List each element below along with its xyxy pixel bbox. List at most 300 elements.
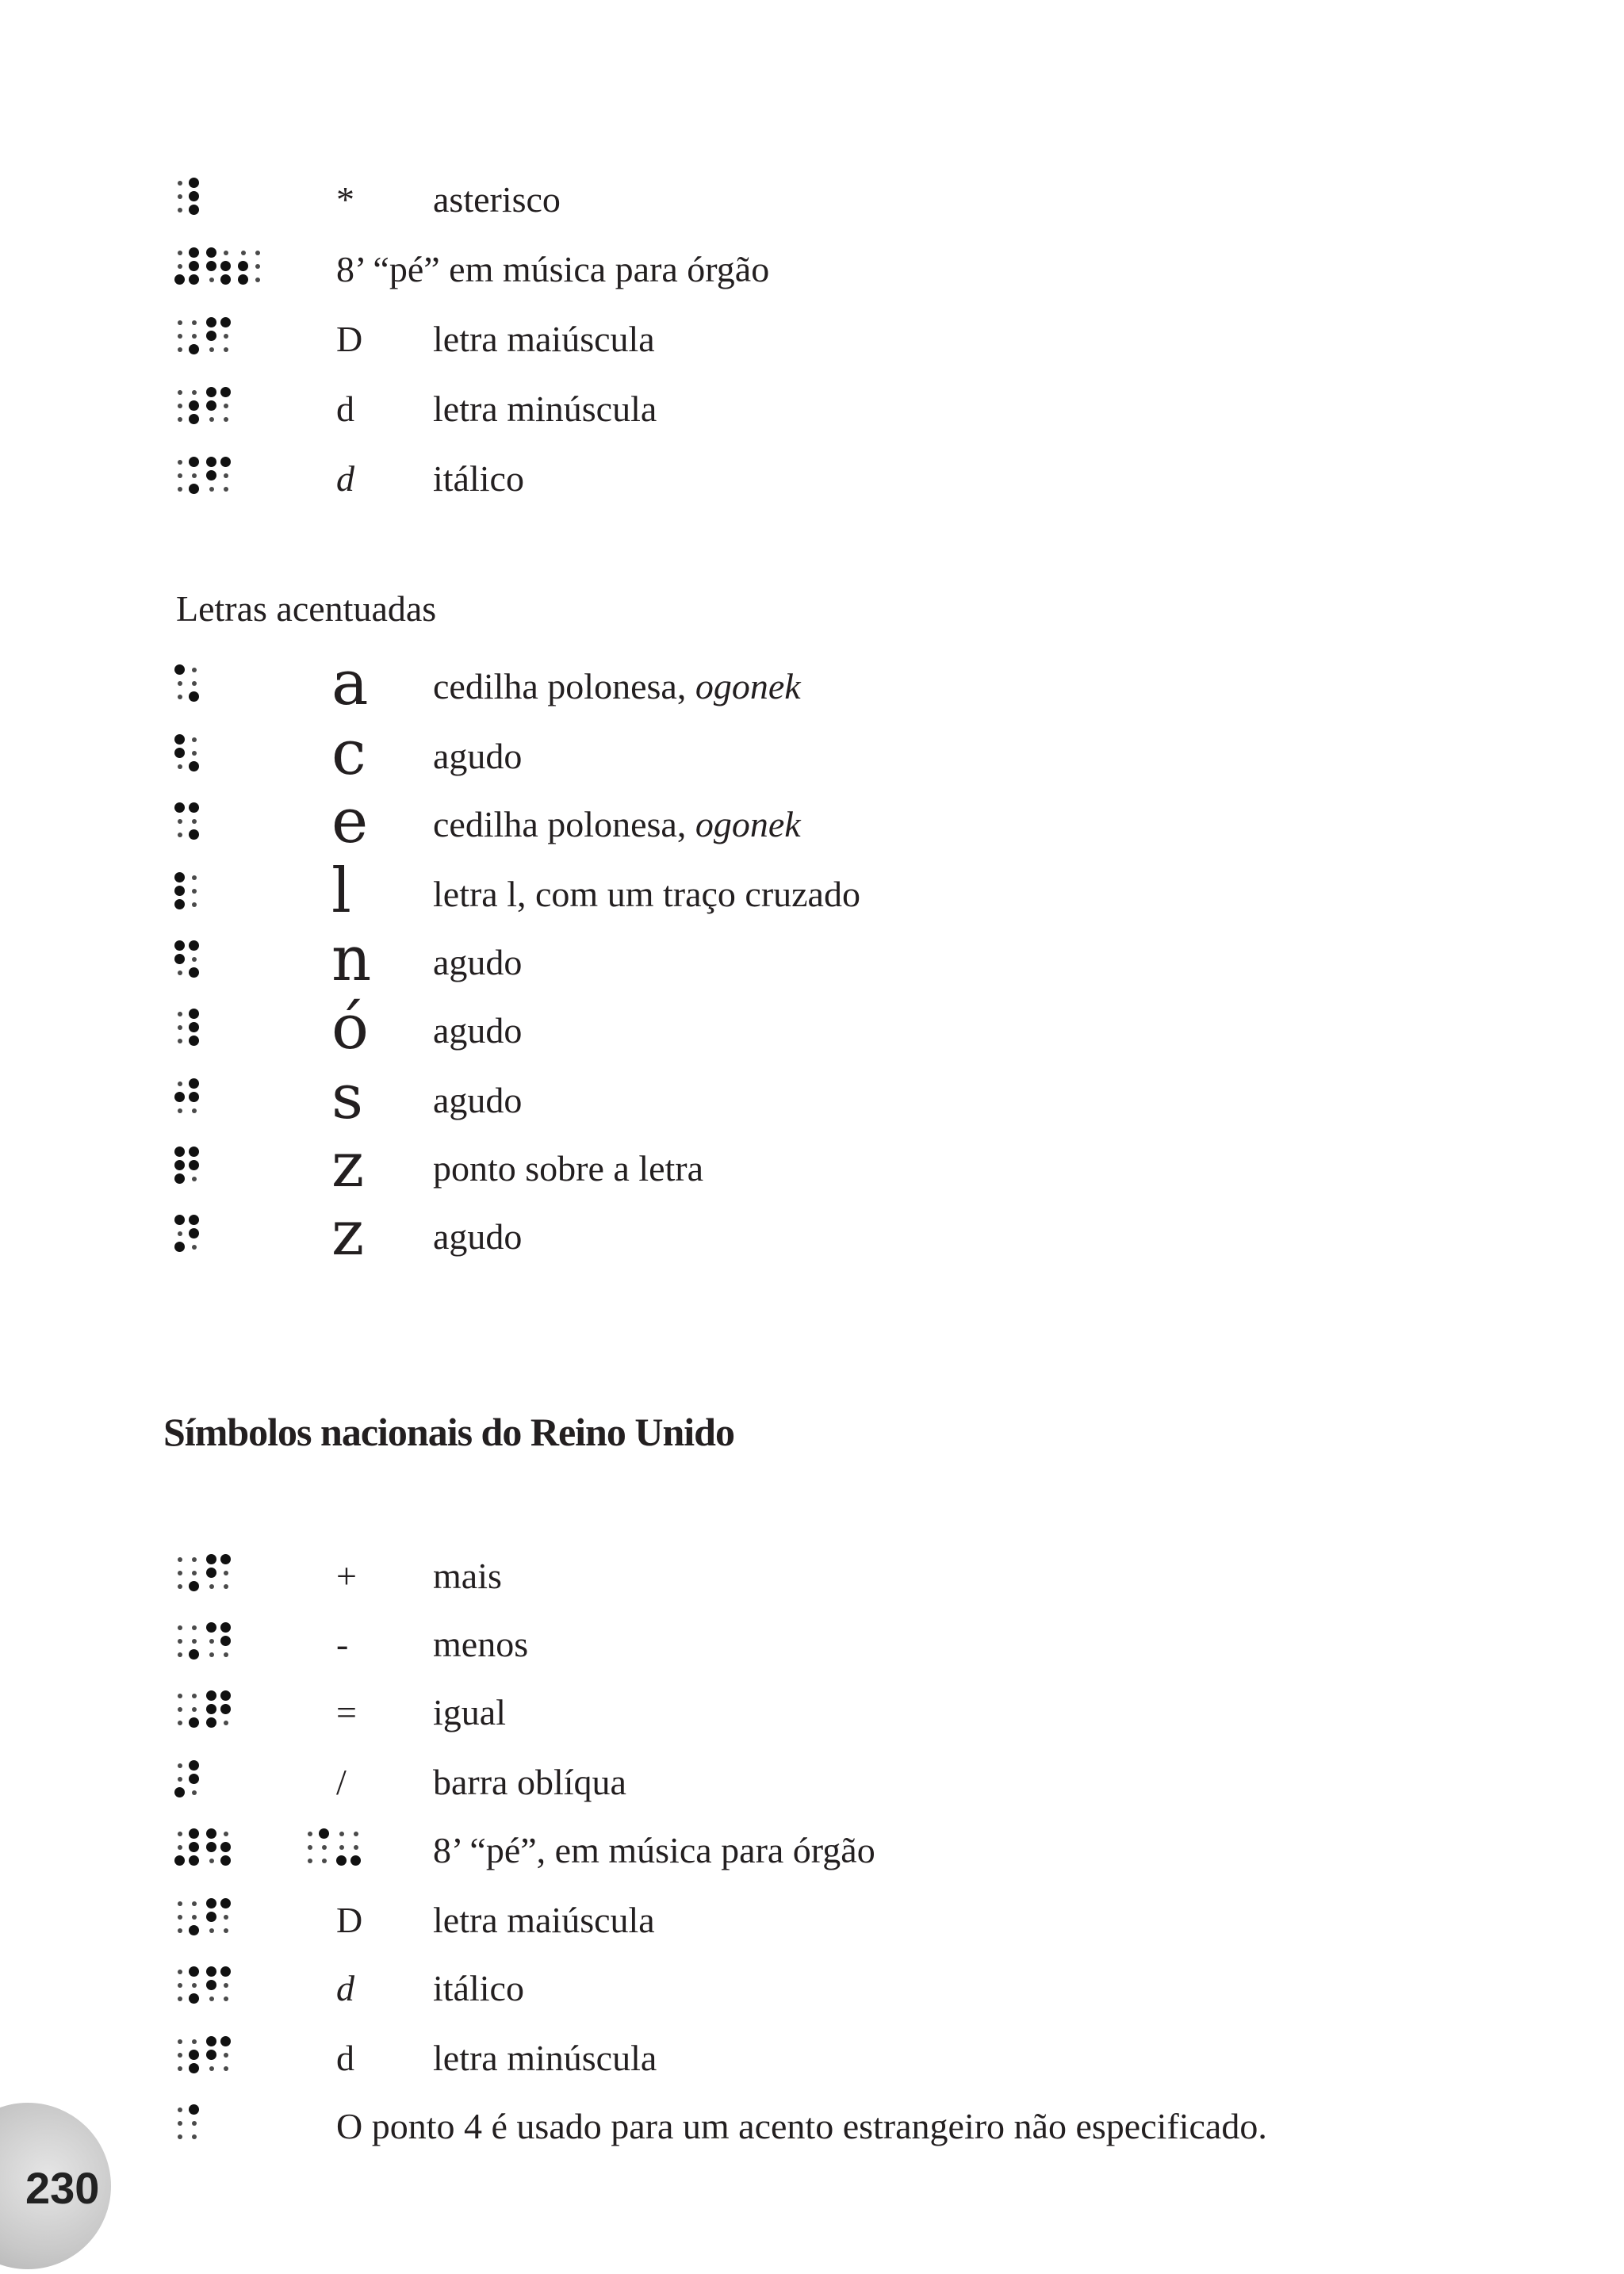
braille-dot-flat	[224, 1832, 228, 1836]
description: barra oblíqua	[433, 1762, 626, 1802]
braille-dot-raised	[206, 1980, 216, 1990]
braille-dot-raised	[174, 802, 185, 813]
braille-dot-flat	[192, 957, 197, 962]
braille-cell	[174, 247, 197, 282]
braille-dot-flat	[209, 278, 214, 282]
braille-dot-flat	[178, 320, 182, 325]
braille-dot-raised	[220, 1690, 231, 1701]
braille-dot-flat	[192, 751, 197, 756]
braille-cell-group	[174, 1898, 238, 1933]
braille-dot-flat	[209, 1859, 214, 1863]
braille-dot-flat	[224, 2066, 228, 2071]
accented-entry	[0, 1130, 1624, 1201]
braille-dot-raised	[189, 191, 199, 201]
braille-cell	[174, 872, 197, 907]
braille-dot-raised	[206, 2050, 216, 2060]
braille-cell-group	[174, 940, 206, 975]
braille-dot-flat	[192, 2134, 197, 2139]
braille-dot-flat	[178, 1625, 182, 1630]
braille-dot-raised	[174, 1215, 185, 1225]
braille-dot-raised	[189, 1215, 199, 1225]
braille-dot-flat	[224, 2053, 228, 2058]
braille-cell-group	[174, 178, 206, 212]
braille-cell	[206, 457, 228, 492]
braille-dot-raised	[220, 1842, 231, 1852]
braille-cell-group	[174, 457, 238, 492]
braille-dot-flat	[178, 1845, 182, 1850]
braille-dot-raised	[220, 457, 231, 467]
braille-dot-flat	[354, 1832, 358, 1836]
braille-dot-flat	[178, 1012, 182, 1016]
description: cedilha polonesa, ogonek	[433, 666, 801, 706]
braille-dot-flat	[178, 2053, 182, 2058]
braille-dot-raised	[220, 1622, 231, 1633]
braille-cell	[238, 247, 260, 282]
description: itálico	[433, 458, 524, 499]
braille-dot-raised	[189, 2104, 199, 2115]
braille-dot-raised	[189, 1760, 199, 1771]
braille-cell	[206, 1898, 228, 1933]
braille-cell-group-secondary	[304, 1828, 368, 1863]
braille-dot-raised	[189, 1925, 199, 1935]
braille-cell	[174, 387, 197, 422]
braille-dot-raised	[206, 1912, 216, 1922]
braille-dot-flat	[192, 1557, 197, 1562]
braille-cell-group	[174, 2036, 238, 2071]
braille-cell	[336, 1828, 358, 1863]
braille-dot-raised	[206, 247, 216, 258]
braille-cell	[206, 1622, 228, 1657]
braille-dot-flat	[192, 1915, 197, 1920]
braille-cell-group	[174, 664, 206, 699]
braille-dot-flat	[192, 875, 197, 880]
braille-dot-raised	[206, 457, 216, 467]
braille-dot-raised	[206, 2036, 216, 2046]
description: ponto sobre a letra	[433, 1148, 704, 1189]
braille-cell	[174, 1898, 197, 1933]
braille-dot-raised	[206, 1554, 216, 1564]
uk-entry	[0, 1889, 1624, 1952]
uk-entry	[0, 1957, 1624, 2020]
braille-dot-raised	[238, 274, 248, 285]
description: itálico	[433, 1968, 524, 2008]
braille-dot-flat	[224, 1996, 228, 2001]
braille-dot-raised	[189, 1160, 199, 1170]
print-symbol: +	[336, 1556, 357, 1596]
braille-dot-flat	[192, 902, 197, 907]
braille-dot-flat	[224, 1928, 228, 1933]
braille-dot-flat	[178, 1983, 182, 1988]
entry-lowercase-letter	[0, 377, 1624, 441]
braille-dot-flat	[192, 819, 197, 824]
braille-dot-raised	[220, 1554, 231, 1564]
braille-cell-group	[174, 387, 238, 422]
braille-cell	[174, 2036, 197, 2071]
print-symbol: d	[336, 458, 354, 499]
braille-dot-flat	[178, 181, 182, 186]
braille-cell	[174, 317, 197, 352]
description: agudo	[433, 942, 523, 982]
braille-dot-raised	[189, 1993, 199, 2004]
print-letter: a	[331, 648, 369, 719]
braille-cell-group	[174, 734, 206, 769]
braille-dot-flat	[192, 1108, 197, 1113]
braille-dot-raised	[206, 317, 216, 327]
braille-cell	[174, 2104, 197, 2139]
uk-entry	[0, 1819, 1624, 1882]
braille-dot-flat	[192, 334, 197, 339]
description: letra l, com um traço cruzado	[433, 874, 860, 914]
braille-cell	[174, 1622, 197, 1657]
braille-dot-flat	[178, 390, 182, 395]
braille-dot-raised	[174, 872, 185, 882]
accented-entry	[0, 856, 1624, 927]
braille-dot-flat	[192, 1901, 197, 1906]
braille-dot-flat	[192, 1639, 197, 1644]
braille-dot-raised	[189, 261, 199, 271]
braille-dot-raised	[189, 1092, 199, 1102]
braille-dot-flat	[178, 1571, 182, 1575]
braille-dot-raised	[174, 1855, 185, 1866]
braille-cell-group	[174, 872, 206, 907]
braille-dot-raised	[174, 1160, 185, 1170]
braille-dot-flat	[209, 1584, 214, 1589]
braille-dot-flat	[178, 1777, 182, 1782]
braille-dot-flat	[209, 1928, 214, 1933]
braille-dot-flat	[192, 889, 197, 894]
entry-italic	[0, 447, 1624, 511]
braille-dot-flat	[178, 764, 182, 769]
subheading-accented-letters: Letras acentuadas	[176, 588, 437, 629]
braille-dot-flat	[192, 681, 197, 686]
braille-cell	[174, 1009, 197, 1043]
braille-dot-raised	[189, 2050, 199, 2060]
braille-dot-flat	[255, 251, 260, 255]
braille-cell-group	[174, 247, 270, 282]
braille-dot-flat	[224, 404, 228, 408]
uk-entry	[0, 1545, 1624, 1608]
braille-dot-flat	[192, 320, 197, 325]
print-symbol: -	[336, 1624, 349, 1664]
braille-cell	[174, 1078, 197, 1113]
entry-capital-letter	[0, 308, 1624, 371]
braille-dot-raised	[174, 899, 185, 909]
braille-dot-raised	[220, 2036, 231, 2046]
braille-dot-raised	[174, 734, 185, 745]
description: igual	[433, 1692, 506, 1732]
braille-dot-flat	[308, 1832, 312, 1836]
accented-entry	[0, 1198, 1624, 1269]
braille-dot-flat	[178, 695, 182, 699]
braille-dot-flat	[178, 833, 182, 837]
accented-entry	[0, 648, 1624, 719]
braille-dot-raised	[174, 940, 185, 951]
print-letter: n	[331, 924, 372, 995]
braille-dot-flat	[178, 194, 182, 199]
braille-cell	[174, 734, 197, 769]
braille-cell	[206, 1828, 228, 1863]
braille-dot-raised	[189, 1717, 199, 1728]
braille-dot-raised	[189, 1078, 199, 1089]
braille-dot-raised	[189, 457, 199, 467]
print-symbol: =	[336, 1692, 357, 1732]
print-symbol: 8’ “pé” em música para órgão	[336, 249, 770, 289]
braille-cell	[304, 1828, 327, 1863]
braille-dot-raised	[189, 178, 199, 188]
braille-dot-raised	[220, 1966, 231, 1977]
braille-dot-raised	[220, 274, 231, 285]
description: letra minúscula	[433, 389, 657, 429]
braille-dot-flat	[178, 970, 182, 975]
braille-cell	[174, 457, 197, 492]
section-title-uk-symbols: Símbolos nacionais do Reino Unido	[163, 1410, 734, 1454]
uk-entry	[0, 2027, 1624, 2090]
print-symbol: d	[336, 2038, 354, 2078]
braille-cell	[174, 1554, 197, 1589]
braille-dot-flat	[339, 1832, 344, 1836]
braille-dot-flat	[308, 1845, 312, 1850]
braille-dot-flat	[178, 1915, 182, 1920]
braille-dot-raised	[206, 331, 216, 341]
braille-dot-flat	[178, 1108, 182, 1113]
braille-dot-flat	[178, 819, 182, 824]
print-symbol: d	[336, 389, 354, 429]
braille-cell	[174, 178, 197, 212]
braille-dot-flat	[192, 1177, 197, 1181]
braille-cell-group	[174, 1828, 238, 1863]
braille-dot-flat	[178, 473, 182, 478]
braille-cell-group	[174, 802, 206, 837]
braille-dot-flat	[209, 1652, 214, 1657]
uk-entry	[0, 1613, 1624, 1676]
braille-dot-raised	[189, 1036, 199, 1046]
braille-dot-raised	[206, 470, 216, 480]
braille-cell	[174, 1147, 197, 1181]
braille-cell-group	[174, 317, 238, 352]
braille-dot-flat	[192, 1245, 197, 1250]
description: agudo	[433, 736, 523, 776]
page-number: 230	[25, 2163, 100, 2213]
braille-dot-flat	[192, 2121, 197, 2126]
uk-entry-note	[0, 2095, 1624, 2158]
braille-dot-raised	[206, 387, 216, 397]
braille-dot-flat	[178, 2134, 182, 2139]
braille-dot-flat	[209, 487, 214, 492]
braille-dot-flat	[192, 390, 197, 395]
braille-dot-flat	[178, 417, 182, 422]
entry-organ-foot	[0, 238, 1624, 301]
braille-dot-raised	[174, 954, 185, 964]
description: letra maiúscula	[433, 1900, 655, 1940]
braille-cell-group	[174, 1622, 238, 1657]
braille-dot-flat	[178, 251, 182, 255]
braille-dot-raised	[189, 1966, 199, 1977]
braille-dot-flat	[192, 1983, 197, 1988]
braille-dot-flat	[178, 1901, 182, 1906]
braille-dot-flat	[178, 1081, 182, 1086]
braille-cell	[174, 1966, 197, 2001]
braille-dot-raised	[206, 1690, 216, 1701]
accented-entry	[0, 718, 1624, 789]
braille-dot-flat	[209, 1639, 214, 1644]
braille-dot-raised	[189, 1828, 199, 1839]
print-symbol: D	[336, 319, 363, 359]
entry-asterisk	[0, 168, 1624, 232]
braille-dot-flat	[209, 417, 214, 422]
print-letter: l	[331, 856, 351, 927]
braille-dot-raised	[189, 1147, 199, 1157]
braille-dot-flat	[224, 1915, 228, 1920]
braille-dot-flat	[178, 1231, 182, 1236]
braille-dot-raised	[238, 261, 248, 271]
braille-dot-flat	[192, 737, 197, 742]
braille-dot-flat	[178, 2107, 182, 2112]
braille-cell-group	[174, 1966, 238, 2001]
braille-cell	[174, 1690, 197, 1725]
braille-dot-raised	[174, 1787, 185, 1797]
uk-entry	[0, 1681, 1624, 1744]
print-symbol: *	[336, 179, 354, 220]
braille-dot-raised	[206, 1842, 216, 1852]
print-letter: ó	[331, 992, 369, 1063]
braille-dot-raised	[174, 886, 185, 896]
print-letter: z	[331, 1130, 365, 1201]
braille-cell	[206, 1966, 228, 2001]
braille-dot-flat	[178, 681, 182, 686]
braille-dot-raised	[189, 414, 199, 424]
braille-dot-raised	[174, 1092, 185, 1102]
braille-dot-raised	[189, 1009, 199, 1019]
braille-cell	[206, 317, 228, 352]
braille-dot-raised	[189, 274, 199, 285]
braille-dot-flat	[178, 208, 182, 212]
description: letra maiúscula	[433, 319, 655, 359]
braille-dot-raised	[174, 748, 185, 758]
braille-cell	[174, 1828, 197, 1863]
braille-dot-flat	[178, 1721, 182, 1725]
braille-dot-raised	[174, 274, 185, 285]
braille-dot-raised	[189, 1842, 199, 1852]
braille-dot-raised	[189, 400, 199, 411]
braille-cell-group	[174, 1009, 206, 1043]
braille-cell-group	[174, 1554, 238, 1589]
braille-dot-raised	[189, 1228, 199, 1238]
braille-dot-raised	[220, 261, 231, 271]
braille-cell-group	[174, 1078, 206, 1113]
braille-dot-raised	[189, 484, 199, 494]
description: letra minúscula	[433, 2038, 657, 2078]
braille-dot-raised	[206, 1717, 216, 1728]
print-letter: e	[331, 786, 369, 857]
braille-dot-flat	[178, 1039, 182, 1043]
braille-dot-flat	[224, 251, 228, 255]
braille-dot-flat	[192, 1790, 197, 1795]
print-symbol: d	[336, 1968, 354, 2008]
braille-dot-raised	[189, 1855, 199, 1866]
braille-dot-raised	[189, 940, 199, 951]
braille-dot-raised	[189, 1649, 199, 1660]
braille-dot-flat	[178, 1763, 182, 1768]
braille-dot-flat	[178, 1557, 182, 1562]
braille-cell	[206, 2036, 228, 2071]
braille-dot-flat	[224, 1652, 228, 1657]
braille-dot-raised	[189, 205, 199, 215]
braille-cell-group	[174, 1760, 206, 1795]
print-letter: z	[331, 1198, 365, 1269]
note-text: O ponto 4 é usado para um acento estrangeiro não especificado.	[336, 2106, 1267, 2146]
braille-dot-flat	[224, 1721, 228, 1725]
print-symbol: D	[336, 1900, 363, 1940]
braille-cell	[174, 940, 197, 975]
braille-dot-flat	[255, 278, 260, 282]
braille-cell	[206, 1690, 228, 1725]
braille-cell-group	[174, 1215, 206, 1250]
braille-dot-flat	[255, 264, 260, 269]
braille-dot-flat	[241, 251, 246, 255]
braille-dot-flat	[178, 487, 182, 492]
braille-dot-raised	[189, 1774, 199, 1784]
accented-entry	[0, 786, 1624, 857]
braille-dot-raised	[206, 1898, 216, 1908]
braille-dot-raised	[220, 1636, 231, 1646]
braille-dot-raised	[206, 1622, 216, 1633]
braille-dot-raised	[336, 1855, 347, 1866]
braille-dot-flat	[322, 1859, 327, 1863]
braille-dot-flat	[192, 473, 197, 478]
braille-cell-group	[174, 1690, 238, 1725]
braille-dot-flat	[192, 1571, 197, 1575]
braille-dot-flat	[178, 460, 182, 465]
description: agudo	[433, 1010, 523, 1051]
braille-dot-raised	[206, 1568, 216, 1578]
accented-entry	[0, 924, 1624, 995]
braille-dot-flat	[192, 1625, 197, 1630]
braille-dot-flat	[178, 1928, 182, 1933]
braille-dot-raised	[189, 1022, 199, 1032]
print-symbol: /	[336, 1762, 347, 1802]
braille-dot-flat	[178, 1652, 182, 1657]
braille-dot-raised	[174, 1147, 185, 1157]
braille-dot-raised	[189, 2063, 199, 2073]
braille-dot-flat	[224, 1983, 228, 1988]
braille-dot-raised	[189, 344, 199, 354]
braille-dot-flat	[178, 1996, 182, 2001]
braille-dot-flat	[178, 1970, 182, 1974]
braille-dot-raised	[189, 829, 199, 840]
braille-dot-flat	[178, 404, 182, 408]
braille-dot-raised	[189, 247, 199, 258]
braille-dot-raised	[206, 400, 216, 411]
braille-dot-raised	[189, 967, 199, 978]
braille-dot-flat	[322, 1845, 327, 1850]
braille-cell	[174, 1760, 197, 1795]
braille-cell	[174, 1215, 197, 1250]
braille-dot-flat	[178, 334, 182, 339]
braille-dot-raised	[174, 1242, 185, 1252]
braille-dot-flat	[224, 487, 228, 492]
description: asterisco	[433, 179, 561, 220]
braille-dot-flat	[224, 334, 228, 339]
braille-dot-flat	[209, 1996, 214, 2001]
braille-dot-flat	[192, 2039, 197, 2044]
braille-dot-raised	[206, 261, 216, 271]
braille-cell	[206, 1554, 228, 1589]
braille-dot-flat	[178, 1025, 182, 1030]
braille-dot-flat	[178, 1832, 182, 1836]
braille-dot-raised	[174, 1173, 185, 1184]
accented-entry	[0, 1062, 1624, 1133]
braille-dot-flat	[224, 417, 228, 422]
